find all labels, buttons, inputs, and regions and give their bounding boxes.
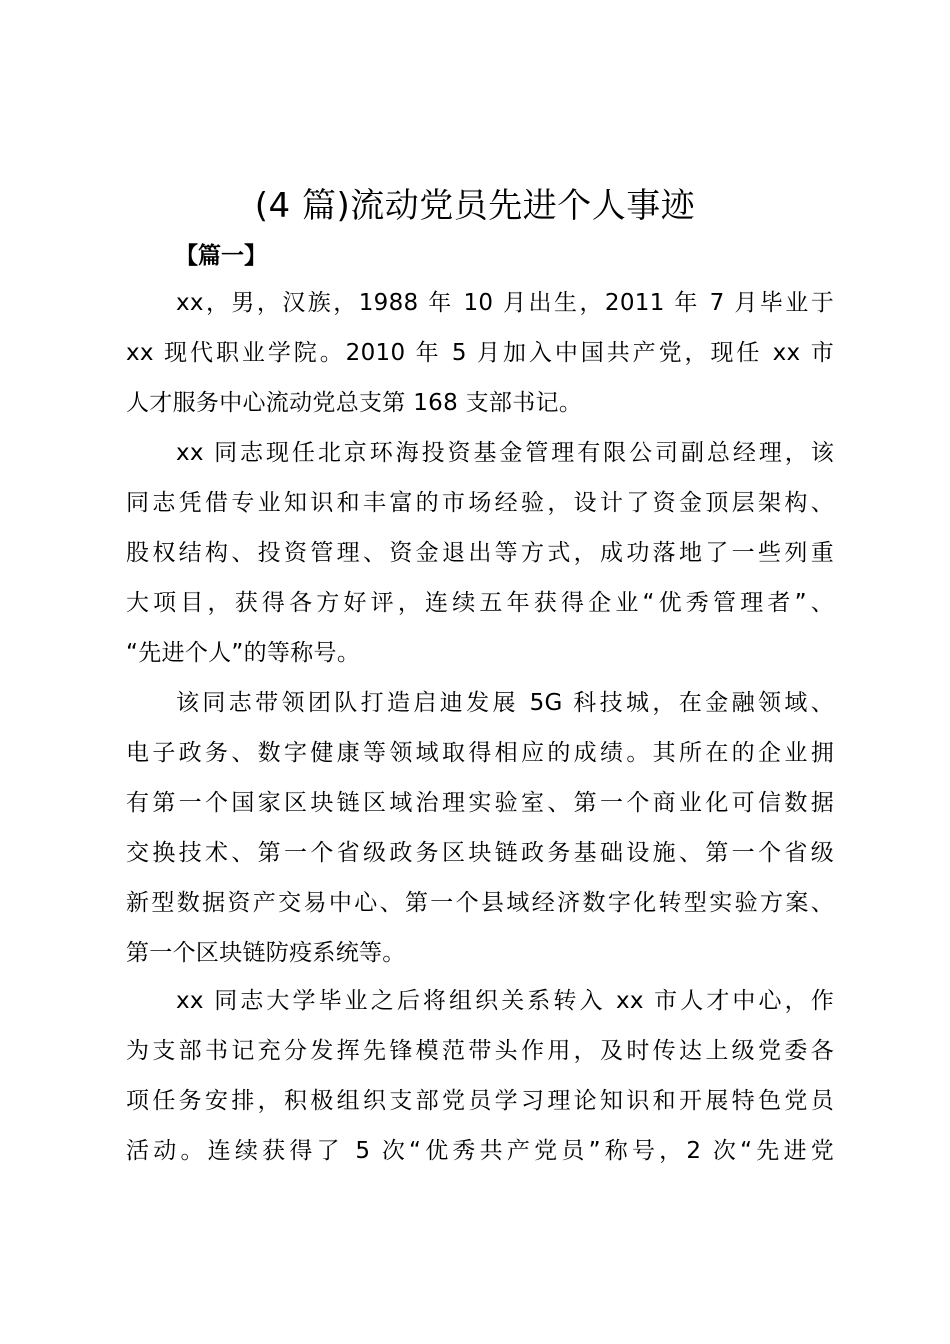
- paragraph-line: 大项目，获得各方好评，连续五年获得企业“优秀管理者”、: [126, 590, 834, 616]
- paragraph-line: 同志凭借专业知识和丰富的市场经验，设计了资金顶层架构、: [126, 490, 834, 516]
- section-label: 【篇一】: [175, 243, 267, 269]
- paragraph-line: 活动。连续获得了 5 次“优秀共产党员”称号，2 次“先进党: [126, 1138, 834, 1164]
- paragraph-line: 有第一个国家区块链区域治理实验室、第一个商业化可信数据: [126, 790, 834, 816]
- paragraph-4: [126, 976, 834, 1176]
- paragraph-line: 电子政务、数字健康等领域取得相应的成绩。其所在的企业拥: [126, 740, 834, 766]
- paragraph-1: [126, 278, 834, 428]
- document-title: (4 篇)流动党员先进个人事迹: [254, 186, 696, 226]
- paragraph-line: 股权结构、投资管理、资金退出等方式，成功落地了一些列重: [126, 540, 834, 566]
- paragraph-line: 为支部书记充分发挥先锋模范带头作用，及时传达上级党委各: [126, 1038, 834, 1064]
- paragraph-2: [126, 428, 834, 678]
- paragraph-line: xx 同志大学毕业之后将组织关系转入 xx 市人才中心，作: [176, 988, 834, 1014]
- paragraph-line: xx 现代职业学院。2010 年 5 月加入中国共产党，现任 xx 市: [126, 340, 834, 366]
- paragraph-line: 项任务安排，积极组织支部党员学习理论知识和开展特色党员: [126, 1088, 834, 1114]
- paragraph-line: xx，男，汉族，1988 年 10 月出生，2011 年 7 月毕业于: [176, 290, 834, 316]
- paragraph-line: 该同志带领团队打造启迪发展 5G 科技城，在金融领域、: [176, 690, 834, 716]
- paragraph-3: [126, 678, 834, 978]
- paragraph-line: 交换技术、第一个省级政务区块链政务基础设施、第一个省级: [126, 840, 834, 866]
- paragraph-line: xx 同志现任北京环海投资基金管理有限公司副总经理，该: [176, 440, 834, 466]
- paragraph-line: 第一个区块链防疫系统等。: [126, 940, 406, 966]
- paragraph-line: “先进个人”的等称号。: [126, 640, 361, 666]
- paragraph-line: 新型数据资产交易中心、第一个县域经济数字化转型实验方案、: [126, 890, 834, 916]
- paragraph-line: 人才服务中心流动党总支第 168 支部书记。: [126, 390, 583, 416]
